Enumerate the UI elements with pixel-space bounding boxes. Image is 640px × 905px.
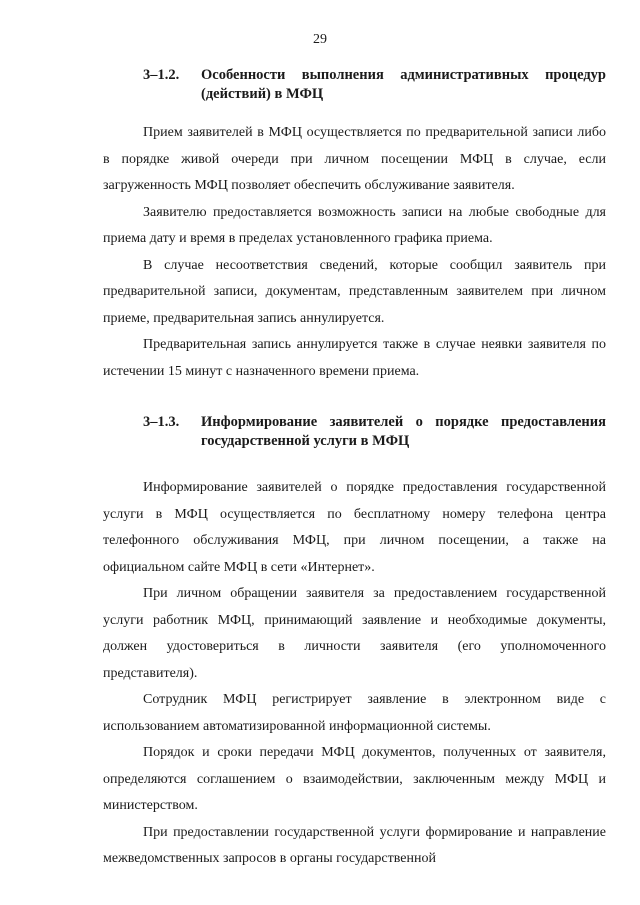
paragraph: Заявителю предоставляется возможность записи на любые свободные для приема дату и время в пределах установленного графика приема. xyxy=(103,204,606,246)
section-number: 3–1.3. xyxy=(143,414,180,430)
paragraph: При предоставлении государственной услуги формирование и направление межведомственных запросов в органы государственной xyxy=(103,824,606,866)
page-content xyxy=(103,66,606,873)
paragraph: Порядок и сроки передачи МФЦ документов, полученных от заявителя, определяются соглашением о взаимодействии, заключенным между МФЦ и министерством. xyxy=(103,745,606,813)
section-title: Информирование заявителей о порядке предоставления государственной услуги в МФЦ xyxy=(201,414,606,449)
section-heading-3-1-2 xyxy=(143,66,606,104)
paragraph: Сотрудник МФЦ регистрирует заявление в электронном виде с использованием автоматизированной информационной системы. xyxy=(103,692,606,734)
page-number: 29 xyxy=(313,32,327,47)
paragraph: Предварительная запись аннулируется также в случае неявки заявителя по истечении 15 минут с назначенного времени приема. xyxy=(103,337,606,379)
section-title: Особенности выполнения административных процедур (действий) в МФЦ xyxy=(201,67,606,102)
section-spacer xyxy=(103,385,606,413)
paragraph: Прием заявителей в МФЦ осуществляется по предварительной записи либо в порядке живой очереди при личном посещении МФЦ в случае, если загруженность МФЦ позволяет обеспечить обслуживание заявителя. xyxy=(103,125,606,193)
paragraph: Информирование заявителей о порядке предоставления государственной услуги в МФЦ осуществляется по бесплатному номеру телефона центра телефонного обслуживания МФЦ, при личном посещении, а также на официальном сайте МФЦ в сети «Интернет». xyxy=(103,480,606,575)
section-heading-3-1-3 xyxy=(143,413,606,451)
paragraph: При личном обращении заявителя за предоставлением государственной услуги работник МФЦ, принимающий заявление и необходимые документы, должен удостовериться в личности заявителя (его уполномоченного представителя). xyxy=(103,586,606,681)
paragraph: В случае несоответствия сведений, которые сообщил заявитель при предварительной записи, документам, представленным заявителем при личном приеме, предварительная запись аннулируется. xyxy=(103,257,606,326)
section-number: 3–1.2. xyxy=(143,67,180,83)
